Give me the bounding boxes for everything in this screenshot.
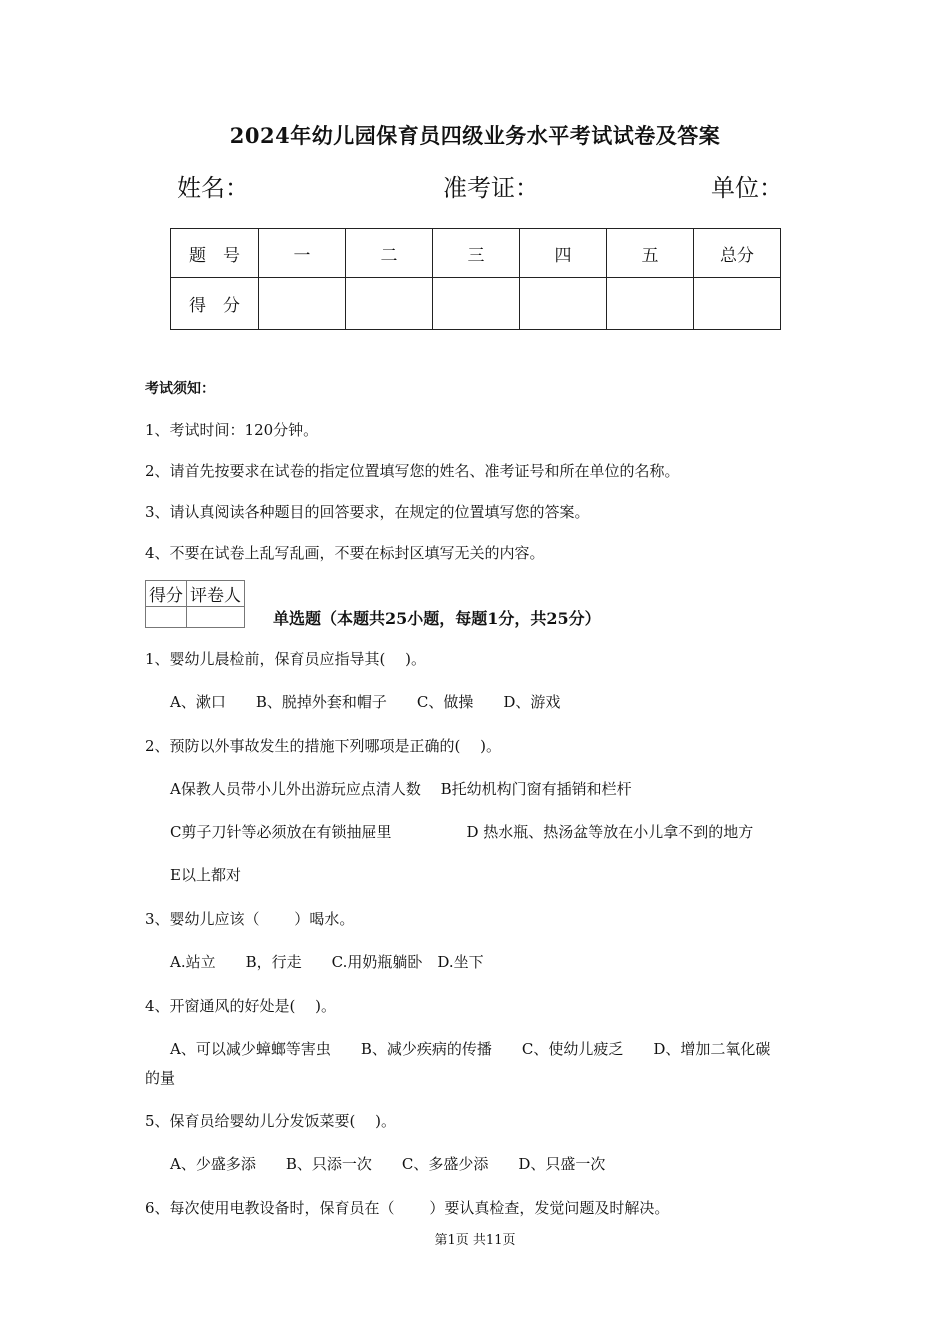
page-footer: 第1页 共11页: [434, 1233, 516, 1248]
score-header-3: 三: [433, 229, 520, 278]
question-2: 2、预防以外事故发生的措施下列哪项是正确的( )。: [145, 737, 502, 755]
question-2-option-line: C剪子刀针等必须放在有锁抽屉里 D 热水瓶、热汤盆等放在小儿拿不到的地方: [170, 823, 754, 841]
question-5-options: A、少盛多添 B、只添一次 C、多盛少添 D、只盛一次: [170, 1155, 606, 1173]
question-3: 3、婴幼儿应该（ ）喝水。: [145, 910, 355, 928]
question-2-option-line: A保教人员带小儿外出游玩应点清人数 B托幼机构门窗有插销和栏杆: [170, 780, 632, 798]
grader-name-cell[interactable]: [187, 607, 245, 628]
notice-item: 4、不要在试卷上乱写乱画，不要在标封区填写无关的内容。: [145, 544, 545, 562]
score-table-header-row: [171, 229, 781, 278]
grader-score-label: 得分: [146, 581, 187, 607]
notice-heading: 考试须知：: [145, 381, 215, 397]
question-6: 6、每次使用电教设备时，保育员在（ ）要认真检查，发觉问题及时解决。: [145, 1199, 670, 1217]
score-cell-total[interactable]: [694, 278, 781, 330]
grader-name-label: 评卷人: [187, 581, 245, 607]
score-header-total: 总分: [694, 229, 781, 278]
question-1: 1、婴幼儿晨检前，保育员应指导其( )。: [145, 650, 427, 668]
question-5: 5、保育员给婴幼儿分发饭菜要( )。: [145, 1112, 397, 1130]
score-header-4: 四: [520, 229, 607, 278]
question-4-option-line: 的量: [145, 1069, 176, 1087]
score-header-1: 一: [259, 229, 346, 278]
score-cell[interactable]: [520, 278, 607, 330]
score-row-label: 得 分: [171, 278, 259, 330]
score-cell[interactable]: [433, 278, 520, 330]
question-4: 4、开窗通风的好处是( )。: [145, 997, 337, 1015]
notice-item: 1、考试时间：120分钟。: [145, 421, 319, 439]
unit-label: 单位：: [711, 174, 783, 202]
page-title: 2024年幼儿园保育员四级业务水平考试试卷及答案: [229, 123, 721, 148]
question-3-options: A.站立 B，行走 C.用奶瓶躺卧 D.坐下: [170, 953, 484, 971]
question-1-options: A、漱口 B、脱掉外套和帽子 C、做操 D、游戏: [170, 693, 561, 711]
score-header-label: 题 号: [171, 229, 259, 278]
score-table-score-row: [171, 278, 781, 330]
score-cell[interactable]: [346, 278, 433, 330]
section-title: 单选题（本题共25小题，每题1分，共25分）: [273, 609, 601, 628]
name-label: 姓名：: [177, 174, 249, 202]
question-4-option-line: A、可以减少蟑螂等害虫 B、减少疾病的传播 C、使幼儿疲乏 D、增加二氧化碳: [170, 1040, 771, 1058]
notice-item: 3、请认真阅读各种题目的回答要求，在规定的位置填写您的答案。: [145, 503, 590, 521]
notice-item: 2、请首先按要求在试卷的指定位置填写您的姓名、准考证号和所在单位的名称。: [145, 462, 680, 480]
score-header-2: 二: [346, 229, 433, 278]
score-cell[interactable]: [607, 278, 694, 330]
score-cell[interactable]: [259, 278, 346, 330]
question-2-option-line: E以上都对: [170, 866, 241, 884]
grader-box: [145, 580, 245, 628]
ticket-label: 准考证：: [443, 174, 539, 202]
score-table: [170, 228, 781, 330]
score-header-5: 五: [607, 229, 694, 278]
grader-score-cell[interactable]: [146, 607, 187, 628]
